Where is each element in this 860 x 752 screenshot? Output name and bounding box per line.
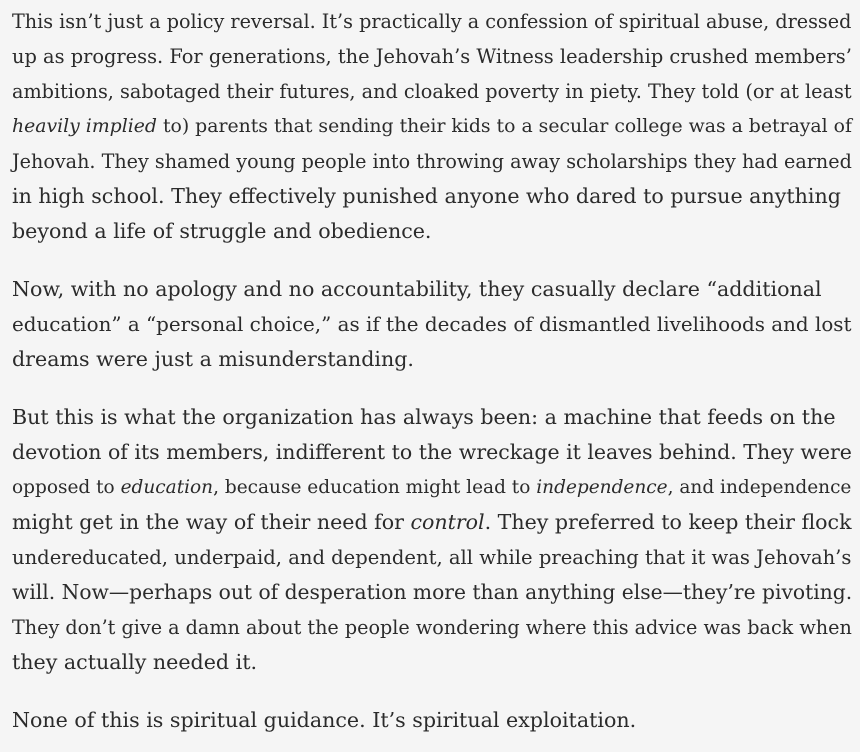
text-line — [12, 214, 848, 249]
text-segment: will. Now—perhaps out of desperation more than anything else—they’re pivoting. — [12, 580, 853, 604]
text-line — [12, 179, 848, 214]
text-line — [12, 645, 848, 680]
text-line — [12, 540, 852, 575]
paragraph-4 — [12, 703, 848, 738]
paragraph-1 — [12, 4, 852, 249]
text-line — [12, 39, 852, 74]
text-line — [12, 74, 852, 109]
text-segment: dreams were just a misunderstanding. — [12, 347, 414, 371]
text-line — [12, 400, 848, 435]
paragraph-2 — [12, 272, 852, 377]
text-segment: education” a “personal choice,” as if the decades of dismantled livelihoods and lost — [12, 313, 852, 336]
text-line — [12, 470, 852, 505]
text-segment: ambitions, sabotaged their futures, and cloaked poverty in piety. They told (or at least — [12, 80, 852, 103]
text-line — [12, 4, 852, 39]
text-line — [12, 307, 852, 342]
text-line — [12, 505, 852, 540]
text-line — [12, 272, 848, 307]
text-segment: They don’t give a damn about the people wondering where this advice was back when — [12, 616, 852, 639]
text-segment: , because education might lead to — [213, 477, 537, 498]
text-segment: None of this is spiritual guidance. It’s spiritual exploitation. — [12, 708, 637, 732]
text-segment: up as progress. For generations, the Jehovah’s Witness leadership crushed members’ — [12, 45, 852, 68]
text-segment: undereducated, underpaid, and dependent, all while preaching that it was Jehovah’s — [12, 546, 852, 569]
text-segment: opposed to — [12, 477, 121, 498]
text-line — [12, 342, 848, 377]
text-segment: devotion of its members, indifferent to the wreckage it leaves behind. They were — [12, 440, 852, 464]
text-line — [12, 109, 852, 144]
text-line — [12, 144, 852, 179]
paragraph-3 — [12, 400, 853, 680]
emphasized-text: education — [120, 477, 214, 498]
text-line — [12, 575, 853, 610]
text-segment: in high school. They effectively punished anyone who dared to pursue anything — [12, 184, 841, 208]
text-line — [12, 703, 848, 738]
text-segment: . They preferred to keep their flock — [484, 510, 852, 534]
emphasized-text: independence — [536, 477, 668, 498]
text-segment: might get in the way of their need for — [12, 510, 411, 534]
text-segment: Jehovah. They shamed young people into throwing away scholarships they had earned — [12, 150, 852, 173]
text-segment: This isn’t just a policy reversal. It’s practically a confession of spiritual abuse, dressed — [12, 10, 852, 33]
text-segment: Now, with no apology and no accountability, they casually declare “additional — [12, 277, 822, 301]
text-segment: , and independence — [667, 477, 852, 498]
text-line — [12, 610, 852, 645]
text-line — [12, 435, 852, 470]
text-segment: But this is what the organization has always been: a machine that feeds on the — [12, 405, 836, 429]
emphasized-text: heavily implied — [12, 116, 157, 137]
text-segment: they actually needed it. — [12, 650, 258, 674]
text-segment: beyond a life of struggle and obedience. — [12, 219, 432, 243]
emphasized-text: control — [410, 510, 485, 534]
text-segment: to) parents that sending their kids to a secular college was a betrayal of — [156, 116, 852, 137]
